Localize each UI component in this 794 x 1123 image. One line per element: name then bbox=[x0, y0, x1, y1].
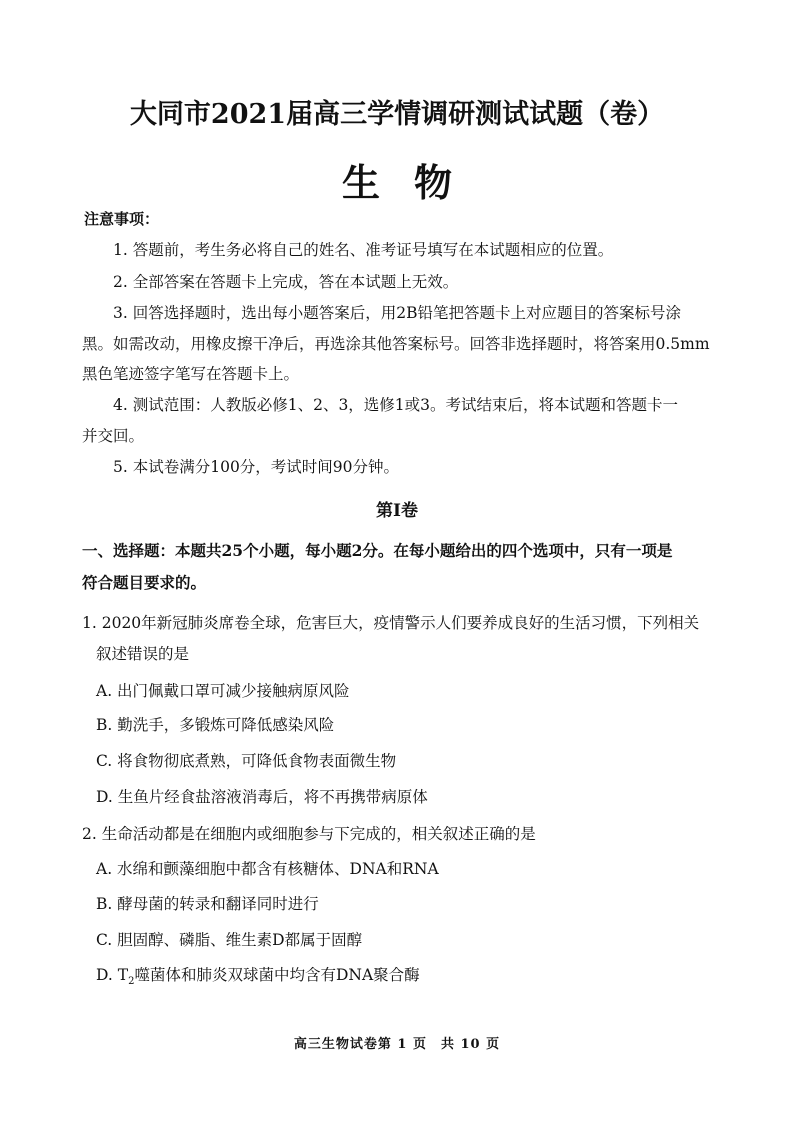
section-instruction-line-1: 一、选择题：本题共25个小题，每小题2分。在每小题给出的四个选项中，只有一项是 bbox=[82, 541, 673, 560]
q2-option-d-subscript: 2 bbox=[128, 976, 135, 988]
notice-item-3-line-2: 黑。如需改动，用橡皮擦干净后，再选涂其他答案标号。回答非选择题时，将答案用0.5mm bbox=[82, 335, 710, 353]
q1-option-d: D. 生鱼片经食盐溶液消毒后，将不再携带病原体 bbox=[96, 788, 428, 806]
notice-item-3-line-3: 黑色笔迹签字笔写在答题卡上。 bbox=[82, 365, 300, 383]
q2-option-c: C. 胆固醇、磷脂、维生素D都属于固醇 bbox=[96, 931, 363, 949]
exam-title: 大同市2021届高三学情调研测试试题（卷） bbox=[129, 99, 665, 130]
notice-item-4-line-2: 并交回。 bbox=[82, 427, 145, 445]
q1-option-c: C. 将食物彻底煮熟，可降低食物表面微生物 bbox=[96, 752, 397, 770]
notice-item-5: 5. 本试卷满分100分，考试时间90分钟。 bbox=[113, 458, 400, 476]
q2-stem: 2. 生命活动都是在细胞内或细胞参与下完成的，相关叙述正确的是 bbox=[82, 825, 536, 843]
notice-item-2: 2. 全部答案在答题卡上完成，答在本试题上无效。 bbox=[113, 273, 459, 291]
q1-stem-line-2: 叙述错误的是 bbox=[96, 645, 190, 663]
section-title: 第Ⅰ卷 bbox=[376, 501, 418, 521]
subject-title: 生物 bbox=[341, 160, 486, 205]
section-instruction-line-2: 符合题目要求的。 bbox=[82, 573, 207, 592]
q2-option-a: A. 水绵和颤藻细胞中都含有核糖体、DNA和RNA bbox=[96, 860, 439, 878]
q1-option-b: B. 勤洗手，多锻炼可降低感染风险 bbox=[96, 716, 335, 734]
page-footer: 高三生物试卷第 1 页 共 10 页 bbox=[293, 1037, 501, 1052]
q1-option-a: A. 出门佩戴口罩可减少接触病原风险 bbox=[96, 682, 350, 700]
q2-option-d-rest: 噬菌体和肺炎双球菌中均含有DNA聚合酶 bbox=[134, 966, 420, 984]
notice-item-3-line-1: 3. 回答选择题时，选出每小题答案后，用2B铅笔把答题卡上对应题目的答案标号涂 bbox=[113, 304, 681, 322]
q2-option-d-prefix: D. T bbox=[96, 966, 129, 984]
notice-item-1: 1. 答题前，考生务必将自己的姓名、准考证号填写在本试题相应的位置。 bbox=[113, 241, 614, 259]
notice-heading: 注意事项： bbox=[84, 210, 160, 228]
q1-stem-line-1: 1. 2020年新冠肺炎席卷全球，危害巨大，疫情警示人们要养成良好的生活习惯，下列相关 bbox=[82, 614, 700, 632]
notice-item-4-line-1: 4. 测试范围：人教版必修1、2、3，选修1或3。考试结束后，将本试题和答题卡一 bbox=[113, 396, 679, 414]
q2-option-b: B. 酵母菌的转录和翻译同时进行 bbox=[96, 895, 319, 913]
q2-option-d bbox=[96, 963, 420, 987]
